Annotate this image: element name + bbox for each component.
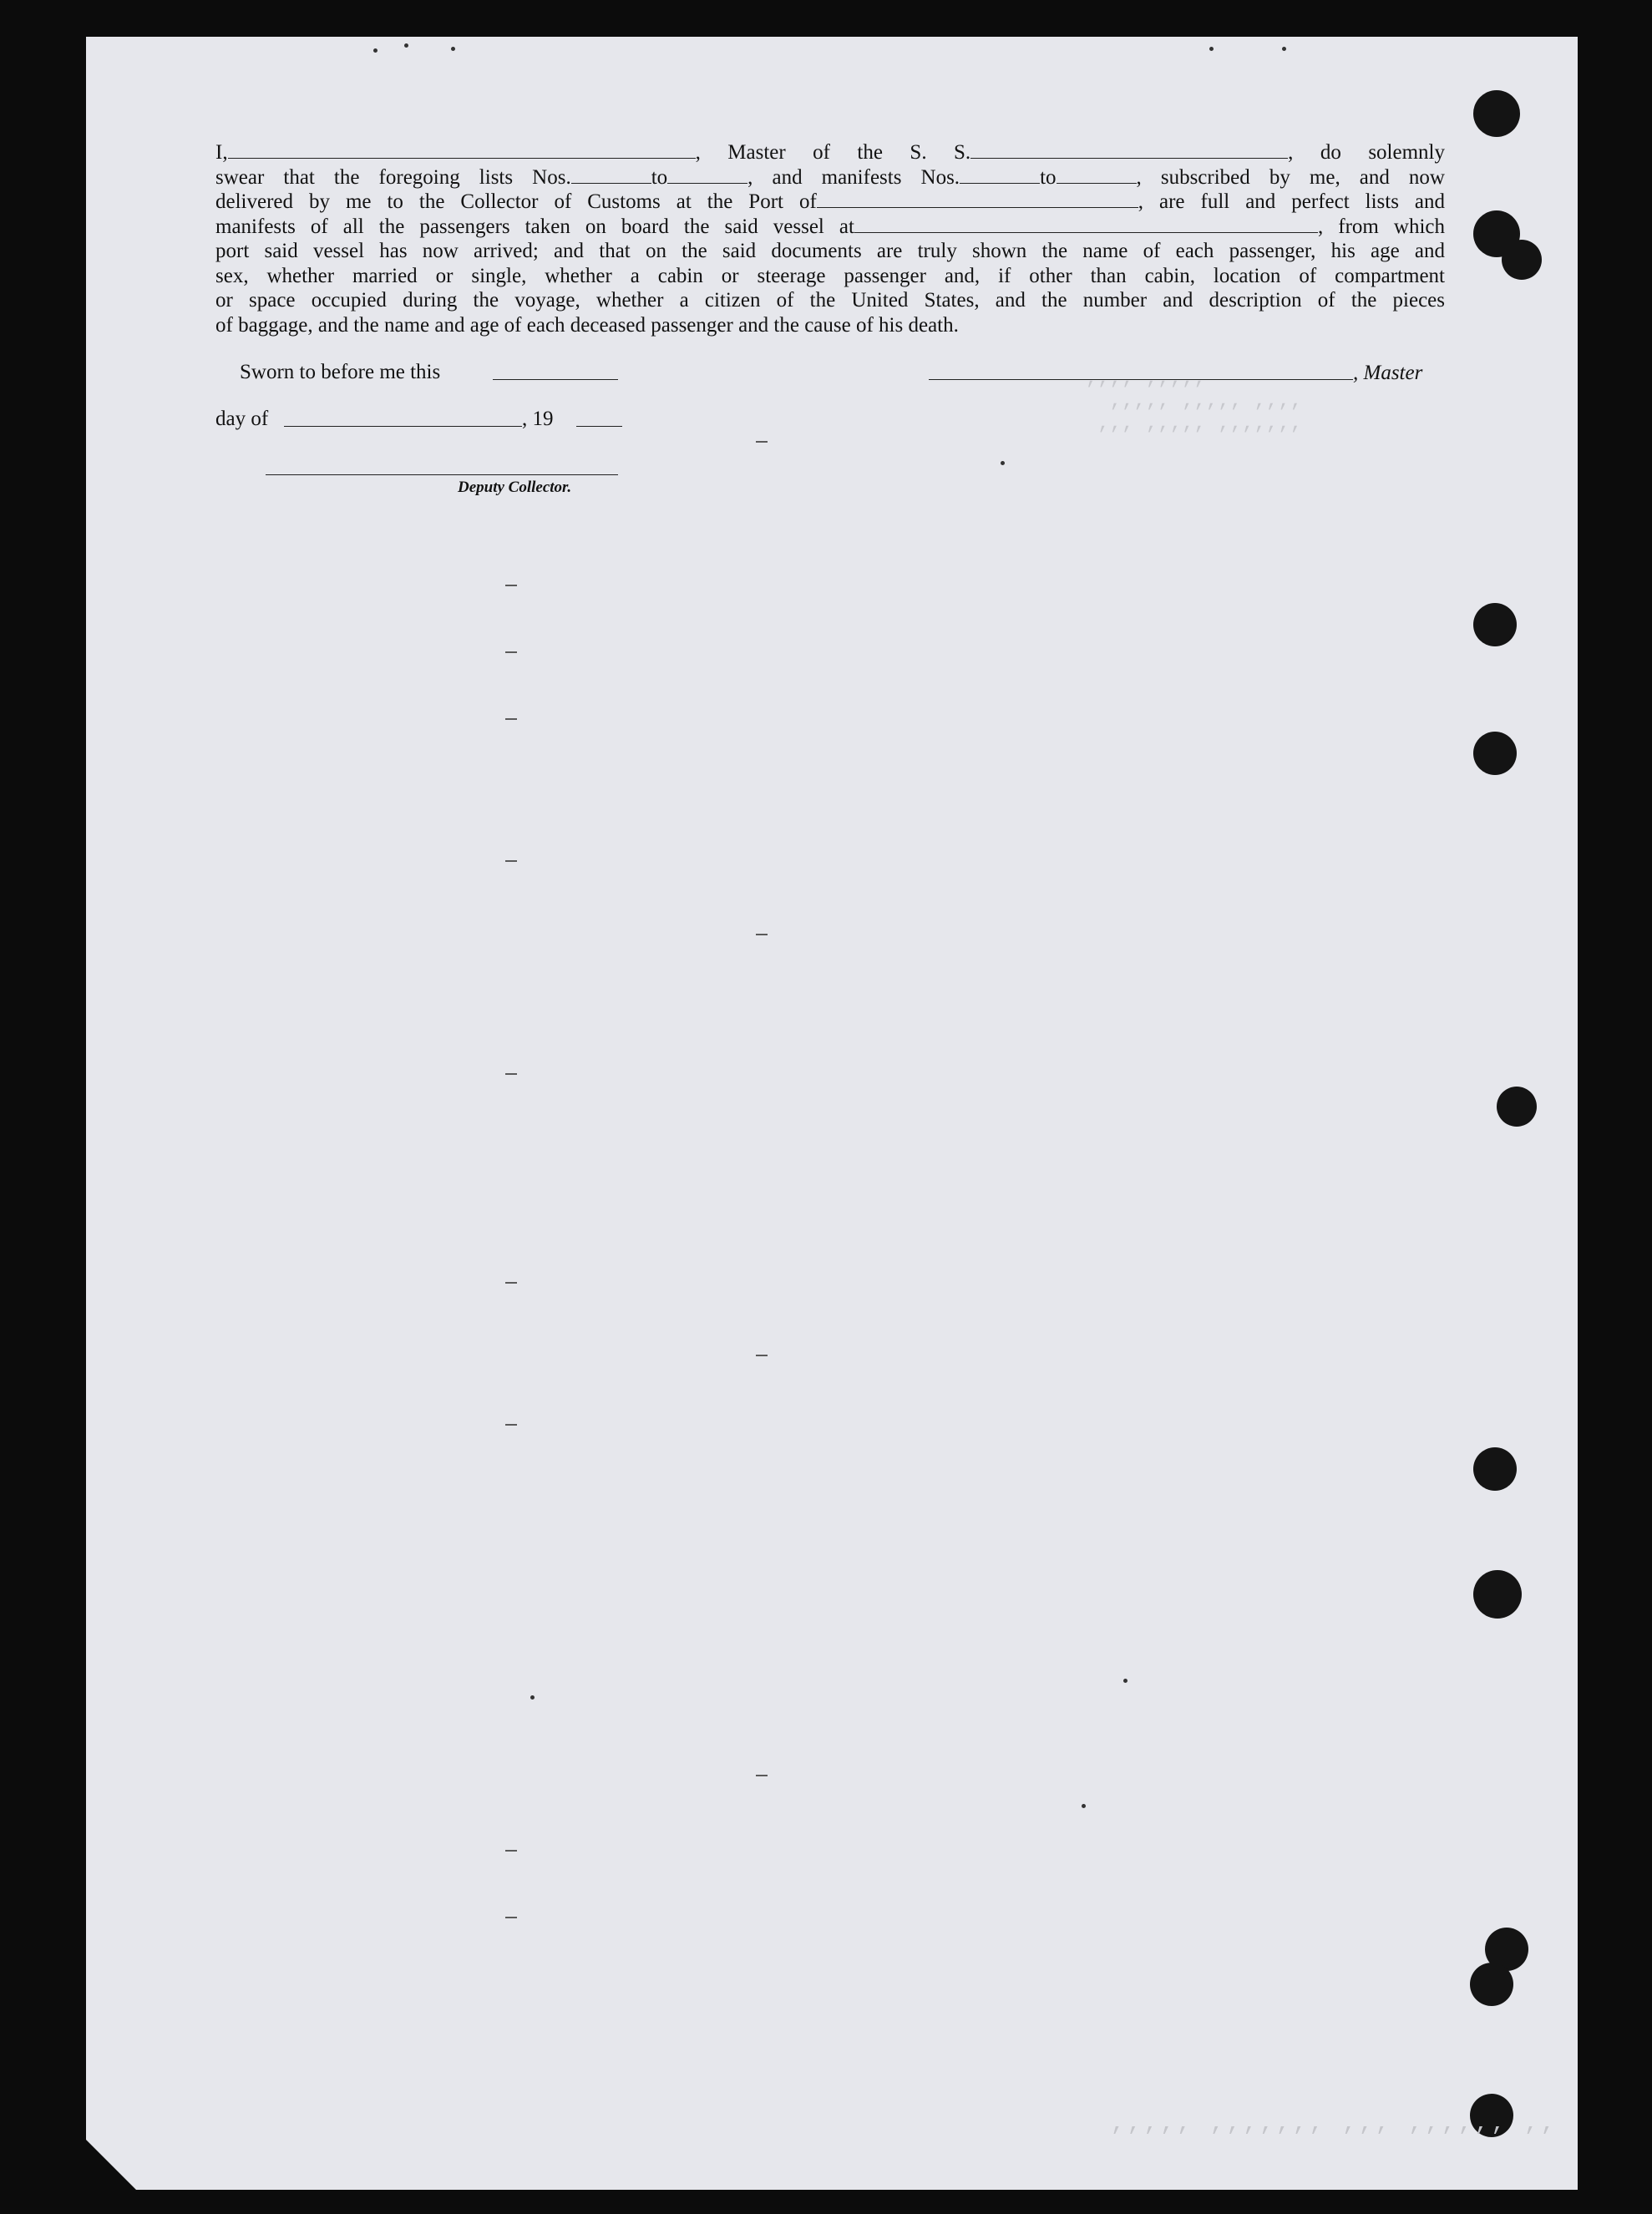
sworn-day-line [493,379,618,380]
punch-hole-1 [1473,90,1520,137]
master-signature-line [929,379,1353,380]
year-prefix: , 19 [522,408,554,430]
speck [1282,47,1286,51]
deputy-signature-line [266,474,618,475]
month-line [284,426,522,427]
oath-line-1: I, , Master of the S. S. , do solemnly [215,141,1445,164]
punch-hole-10 [1470,1963,1513,2006]
oath-line-6: sex, whether married or single, whether a cabin or steerage passenger and, if other than cabin, location of compartment [215,264,1445,287]
punch-hole-4 [1473,603,1517,646]
column-dash [505,1850,517,1852]
column-dash [756,1775,768,1776]
oath-line-8: of baggage, and the name and age of each deceased passenger and the cause of his death. [215,313,959,337]
column-dash [505,651,517,653]
column-dash [505,860,517,862]
day-of-label: day of [215,408,269,430]
speck [373,48,378,53]
oath-paragraph [215,140,1445,337]
column-dash [505,1282,517,1284]
punch-hole-8 [1473,1570,1522,1619]
punch-hole-7 [1473,1447,1517,1491]
column-dash [756,1355,768,1356]
document-page [86,37,1578,2190]
bleed-through-text: ,,,, ,,,,, ,,,,, ,,,,, ,,,, ,,, ,,,,, ,,,,,,, [1086,367,1303,435]
speck [451,47,455,51]
speck [1209,47,1214,51]
oath-line-7: or space occupied during the voyage, whether a citizen of the United States, and the number and description of the pieces [215,289,1445,312]
column-dash [505,1424,517,1426]
column-dash [505,718,517,720]
column-dash [505,1917,517,1918]
oath-line-3: delivered by me to the Collector of Customs at the Port of , are full and perfect lists and [215,190,1446,213]
speck [1123,1679,1128,1683]
punch-hole-5 [1473,732,1517,775]
oath-line-2: swear that the foregoing lists Nos. to , and manifests Nos. to , subscribed by me, and now [215,165,1445,189]
sworn-before-label: Sworn to before me this [240,361,441,383]
column-dash [505,585,517,586]
speck [1082,1804,1086,1808]
punch-hole-3 [1502,240,1542,280]
oath-line-5: port said vessel has now arrived; and that on the said documents are truly shown the name of each passenger, his age and [215,240,1445,262]
speck [530,1695,535,1700]
oath-line-4: manifests of all the passengers taken on board the said vessel at , from which [215,215,1445,238]
bleed-through-footer: ,,,,, ,,,,,,, ,,, ,,,,,, ,, [1111,2111,1558,2137]
master-label: , Master [1353,362,1423,384]
year-line [576,426,622,427]
column-dash [756,934,768,935]
speck [404,43,408,48]
speck [1001,461,1005,465]
column-dash [756,441,768,443]
deputy-collector-label: Deputy Collector. [458,479,572,496]
punch-hole-6 [1497,1087,1537,1127]
column-dash [505,1073,517,1075]
